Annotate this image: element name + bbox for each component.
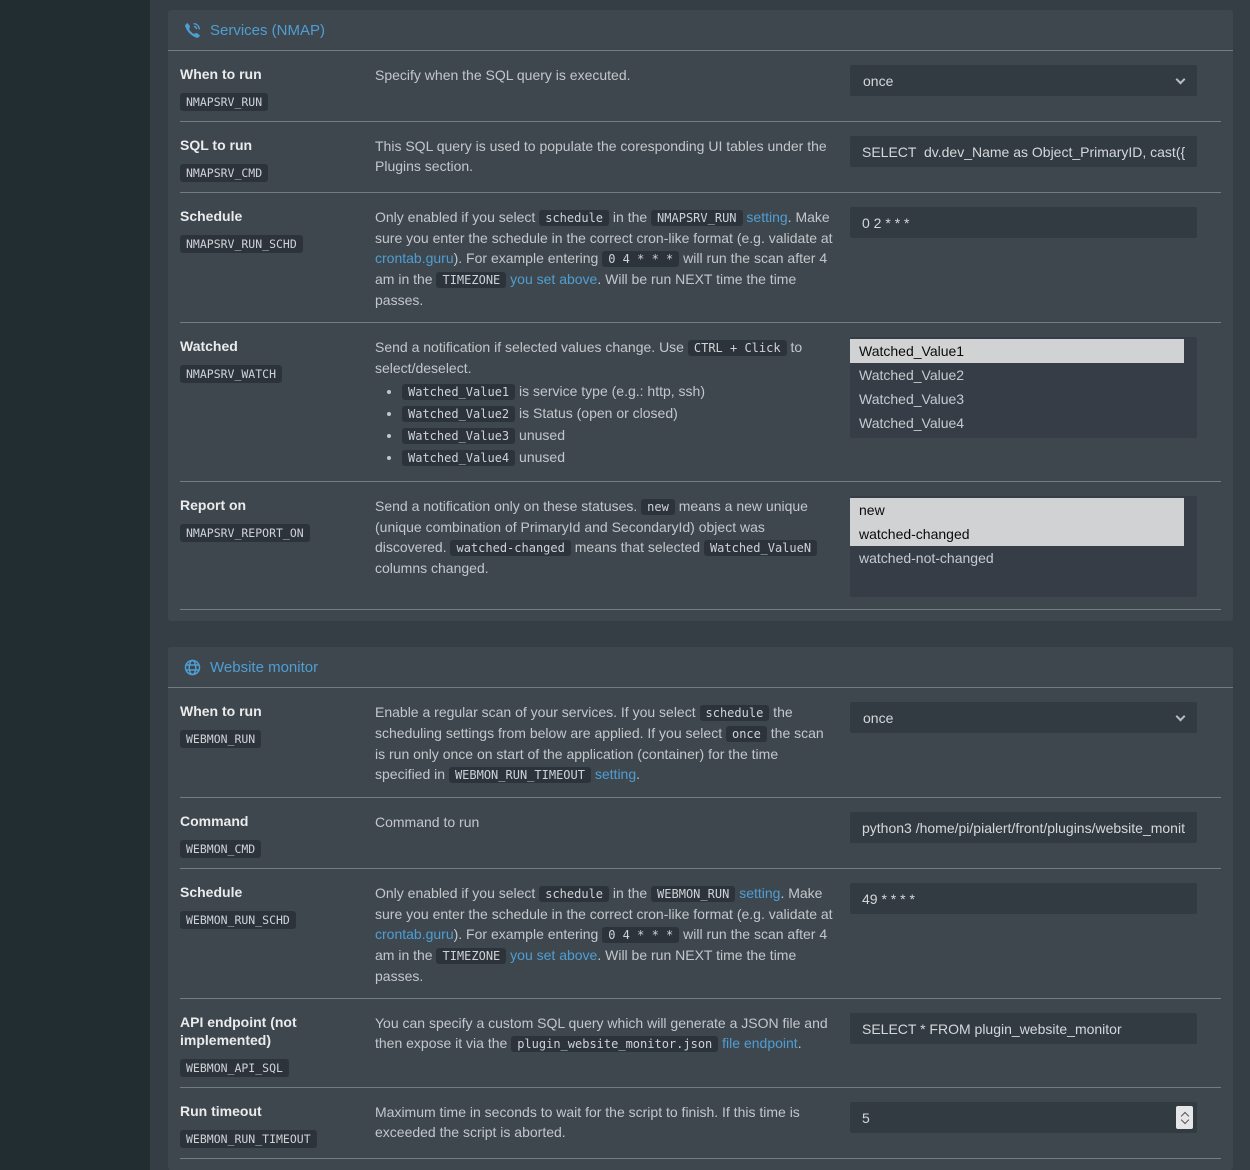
settings-rows [180, 688, 1221, 1159]
description-text [375, 812, 835, 832]
panel-website-monitor [168, 647, 1233, 1170]
setting-row-webmon-run [180, 688, 1221, 798]
setting-control [850, 1013, 1197, 1044]
text-segment: Send a notification if selected values change. Use [375, 339, 688, 355]
inline-link[interactable]: you set above [510, 271, 598, 287]
text-segment: . Make sure you enter the schedule in the correct cron-like format (e.g. validate at [375, 209, 833, 246]
description-text [375, 496, 835, 578]
inline-code: Watched_Value2 [402, 406, 515, 422]
text-segment: Command to run [375, 814, 480, 830]
inline-code: plugin_website_monitor.json [511, 1036, 718, 1052]
inline-code: 0 4 * * * [602, 251, 679, 267]
setting-row-nmapsrv-run [180, 51, 1221, 122]
option-watched-value1[interactable]: Watched_Value1 [850, 339, 1184, 363]
setting-control [850, 207, 1197, 238]
panel-header [168, 10, 1233, 51]
text-segment: Specify when the SQL query is executed. [375, 67, 631, 83]
inline-code: once [726, 726, 767, 742]
setting-control [850, 812, 1197, 843]
setting-label-column [180, 207, 375, 251]
option-watched-value2[interactable]: Watched_Value2 [859, 367, 965, 383]
setting-description [375, 496, 850, 578]
nmapsrv-run-schd-input[interactable] [850, 207, 1197, 238]
setting-label: Report on [180, 497, 247, 513]
inline-code: schedule [539, 210, 609, 226]
text-segment: is service type (e.g.: http, ssh) [515, 383, 706, 399]
text-segment: . [797, 1035, 802, 1051]
webmon-api-sql-input[interactable] [850, 1013, 1197, 1044]
setting-code-badge: WEBMON_API_SQL [180, 1059, 289, 1077]
setting-label-column [180, 496, 375, 540]
main-content [150, 0, 1250, 1170]
text-segment: Enable a regular scan of your services. If you select [375, 704, 700, 720]
setting-label-column [180, 1102, 375, 1146]
webmon-cmd-input[interactable] [850, 812, 1197, 843]
setting-code-badge: NMAPSRV_WATCH [180, 365, 282, 383]
phone-volume-icon [184, 22, 201, 39]
webmon-run-select[interactable] [850, 702, 1197, 733]
text-segment: . [636, 766, 641, 782]
setting-control [850, 337, 1197, 438]
text-segment: You can specify a custom SQL query which will generate a JSON file and then expose it via the [375, 1015, 828, 1051]
description-text [375, 702, 835, 785]
globe-icon [184, 659, 201, 676]
inline-code: Watched_Value1 [402, 384, 515, 400]
text-segment: means that selected [570, 539, 704, 555]
inline-code: Watched_ValueN [704, 540, 817, 556]
setting-code-badge: WEBMON_RUN_SCHD [180, 911, 296, 929]
text-segment: ). For example entering [453, 926, 603, 942]
setting-description [375, 812, 850, 832]
nmapsrv-report-on-listbox[interactable] [850, 496, 1197, 597]
setting-label-column [180, 1013, 375, 1075]
select-value: once [863, 72, 894, 89]
setting-label-column [180, 702, 375, 746]
webmon-run-timeout-number-field [850, 1102, 1197, 1133]
inline-code: CTRL + Click [688, 340, 787, 356]
text-segment: unused [515, 427, 565, 443]
webmon-run-schd-input[interactable] [850, 883, 1197, 914]
description-text [375, 1013, 835, 1054]
description-text [375, 65, 835, 85]
setting-label-column [180, 136, 375, 180]
setting-label: Schedule [180, 208, 243, 224]
inline-code: watched-changed [450, 540, 570, 556]
setting-code-badge: NMAPSRV_REPORT_ON [180, 524, 310, 542]
description-text [375, 136, 835, 176]
text-segment: Maximum time in seconds to wait for the script to finish. If this time is exceeded the script is aborted. [375, 1104, 800, 1140]
text-segment: ). For example entering [453, 250, 603, 266]
setting-label: Command [180, 813, 249, 829]
nmapsrv-watch-listbox[interactable] [850, 337, 1197, 438]
text-segment: unused [515, 449, 565, 465]
option-watched-changed[interactable]: watched-changed [850, 522, 1184, 546]
setting-label: SQL to run [180, 137, 253, 153]
nmapsrv-run-select[interactable] [850, 65, 1197, 96]
inline-code: WEBMON_RUN_TIMEOUT [449, 767, 591, 783]
setting-label: When to run [180, 703, 262, 719]
option-new[interactable]: new [850, 498, 1184, 522]
setting-control [850, 702, 1197, 733]
setting-control [850, 496, 1197, 597]
text-segment: the scan is run only once on start of the application (container) for the time specified in [375, 725, 824, 782]
setting-description [375, 1102, 850, 1142]
text-segment: in the [609, 885, 652, 901]
option-watched-value3[interactable]: Watched_Value3 [859, 391, 965, 407]
inline-code: new [641, 499, 675, 515]
inline-code: WEBMON_RUN [651, 886, 735, 902]
text-segment: Only enabled if you select [375, 209, 540, 225]
bullet-item [402, 381, 835, 403]
text-segment: is Status (open or closed) [515, 405, 678, 421]
inline-link[interactable]: file endpoint [722, 1035, 798, 1051]
text-segment: to select/deselect. [375, 339, 803, 376]
setting-code-badge: WEBMON_RUN_TIMEOUT [180, 1130, 317, 1148]
bullet-item [402, 403, 835, 425]
setting-row-webmon-cmd [180, 798, 1221, 869]
setting-description [375, 337, 850, 469]
setting-code-badge: NMAPSRV_CMD [180, 164, 268, 182]
setting-row-nmapsrv-watch [180, 323, 1221, 482]
text-segment: means a new unique (unique combination of PrimaryId and SecondaryId) object was discovered. [375, 498, 808, 555]
text-segment: Send a notification only on these statuses. [375, 498, 642, 514]
text-segment: in the [609, 209, 652, 225]
setting-label-column [180, 65, 375, 109]
inline-link[interactable]: crontab.guru [375, 250, 454, 266]
setting-label-column [180, 883, 375, 927]
chevron-down-icon [1176, 711, 1186, 721]
setting-row-webmon-run-schd [180, 869, 1221, 999]
inline-code: 0 4 * * * [602, 927, 679, 943]
setting-control [850, 883, 1197, 914]
inline-code: NMAPSRV_RUN [651, 210, 742, 226]
panel-title: Website monitor [210, 659, 319, 676]
text-segment: will run the scan after 4 am in the [375, 926, 828, 963]
setting-control [850, 136, 1197, 167]
setting-description [375, 65, 850, 85]
settings-rows [180, 51, 1221, 610]
setting-row-nmapsrv-report-on [180, 482, 1221, 610]
inline-code: schedule [539, 886, 609, 902]
setting-description [375, 702, 850, 785]
setting-row-webmon-run-timeout [180, 1088, 1221, 1159]
description-text [375, 337, 835, 378]
inline-link[interactable]: setting [594, 766, 637, 782]
setting-label: API endpoint (not implemented) [180, 1014, 297, 1048]
panel-title: Services (NMAP) [210, 22, 326, 39]
setting-row-webmon-api-sql [180, 999, 1221, 1088]
text-segment: the scheduling settings from below are applied. If you select [375, 704, 793, 741]
setting-row-nmapsrv-run-schd [180, 193, 1221, 323]
bullet-item [402, 425, 835, 447]
select-value: once [863, 709, 894, 726]
setting-label-column [180, 812, 375, 856]
inline-code: TIMEZONE [436, 948, 506, 964]
setting-description [375, 136, 850, 176]
setting-description [375, 883, 850, 986]
setting-code-badge: NMAPSRV_RUN [180, 93, 268, 111]
panel-services-nmap [168, 10, 1233, 621]
description-text [375, 883, 835, 986]
text-segment: . Will be run NEXT time the time passes. [375, 271, 797, 308]
description-text [375, 1102, 835, 1142]
text-segment: will run the scan after 4 am in the [375, 250, 828, 287]
webmon-run-timeout-input[interactable] [850, 1102, 1197, 1133]
inline-code: Watched_Value4 [402, 450, 515, 466]
inline-code: TIMEZONE [436, 272, 506, 288]
inline-link[interactable]: setting [739, 885, 781, 901]
inline-link[interactable]: crontab.guru [375, 926, 454, 942]
chevron-down-icon [1176, 74, 1186, 84]
description-text [375, 207, 835, 310]
nmapsrv-cmd-input[interactable] [850, 136, 1197, 167]
option-watched-value4[interactable]: Watched_Value4 [859, 415, 965, 431]
setting-control [850, 65, 1197, 96]
setting-control [850, 1102, 1197, 1133]
description-bullets [402, 381, 835, 469]
sidebar [0, 0, 150, 1170]
setting-description [375, 1013, 850, 1054]
text-segment: . Will be run NEXT time the time passes. [375, 947, 797, 984]
setting-code-badge: WEBMON_RUN [180, 730, 261, 748]
bullet-item [402, 447, 835, 469]
setting-label: Run timeout [180, 1103, 262, 1119]
setting-label: Watched [180, 338, 238, 354]
text-segment: This SQL query is used to populate the coresponding UI tables under the Plugins section. [375, 138, 827, 174]
setting-label: Schedule [180, 884, 243, 900]
setting-code-badge: NMAPSRV_RUN_SCHD [180, 235, 303, 253]
panel-header [168, 647, 1233, 688]
text-segment: Only enabled if you select [375, 885, 540, 901]
inline-code: Watched_Value3 [402, 428, 515, 444]
inline-link[interactable]: you set above [510, 947, 598, 963]
setting-code-badge: WEBMON_CMD [180, 840, 261, 858]
inline-code: schedule [700, 705, 770, 721]
option-watched-not-changed[interactable]: watched-not-changed [859, 550, 994, 566]
text-segment: . Make sure you enter the schedule in the correct cron-like format (e.g. validate at [375, 885, 833, 922]
setting-label: When to run [180, 66, 262, 82]
text-segment: columns changed. [375, 560, 489, 576]
number-spinner[interactable] [1176, 1106, 1193, 1129]
setting-row-nmapsrv-cmd [180, 122, 1221, 193]
setting-label-column [180, 337, 375, 381]
setting-description [375, 207, 850, 310]
inline-link[interactable]: setting [746, 209, 788, 225]
